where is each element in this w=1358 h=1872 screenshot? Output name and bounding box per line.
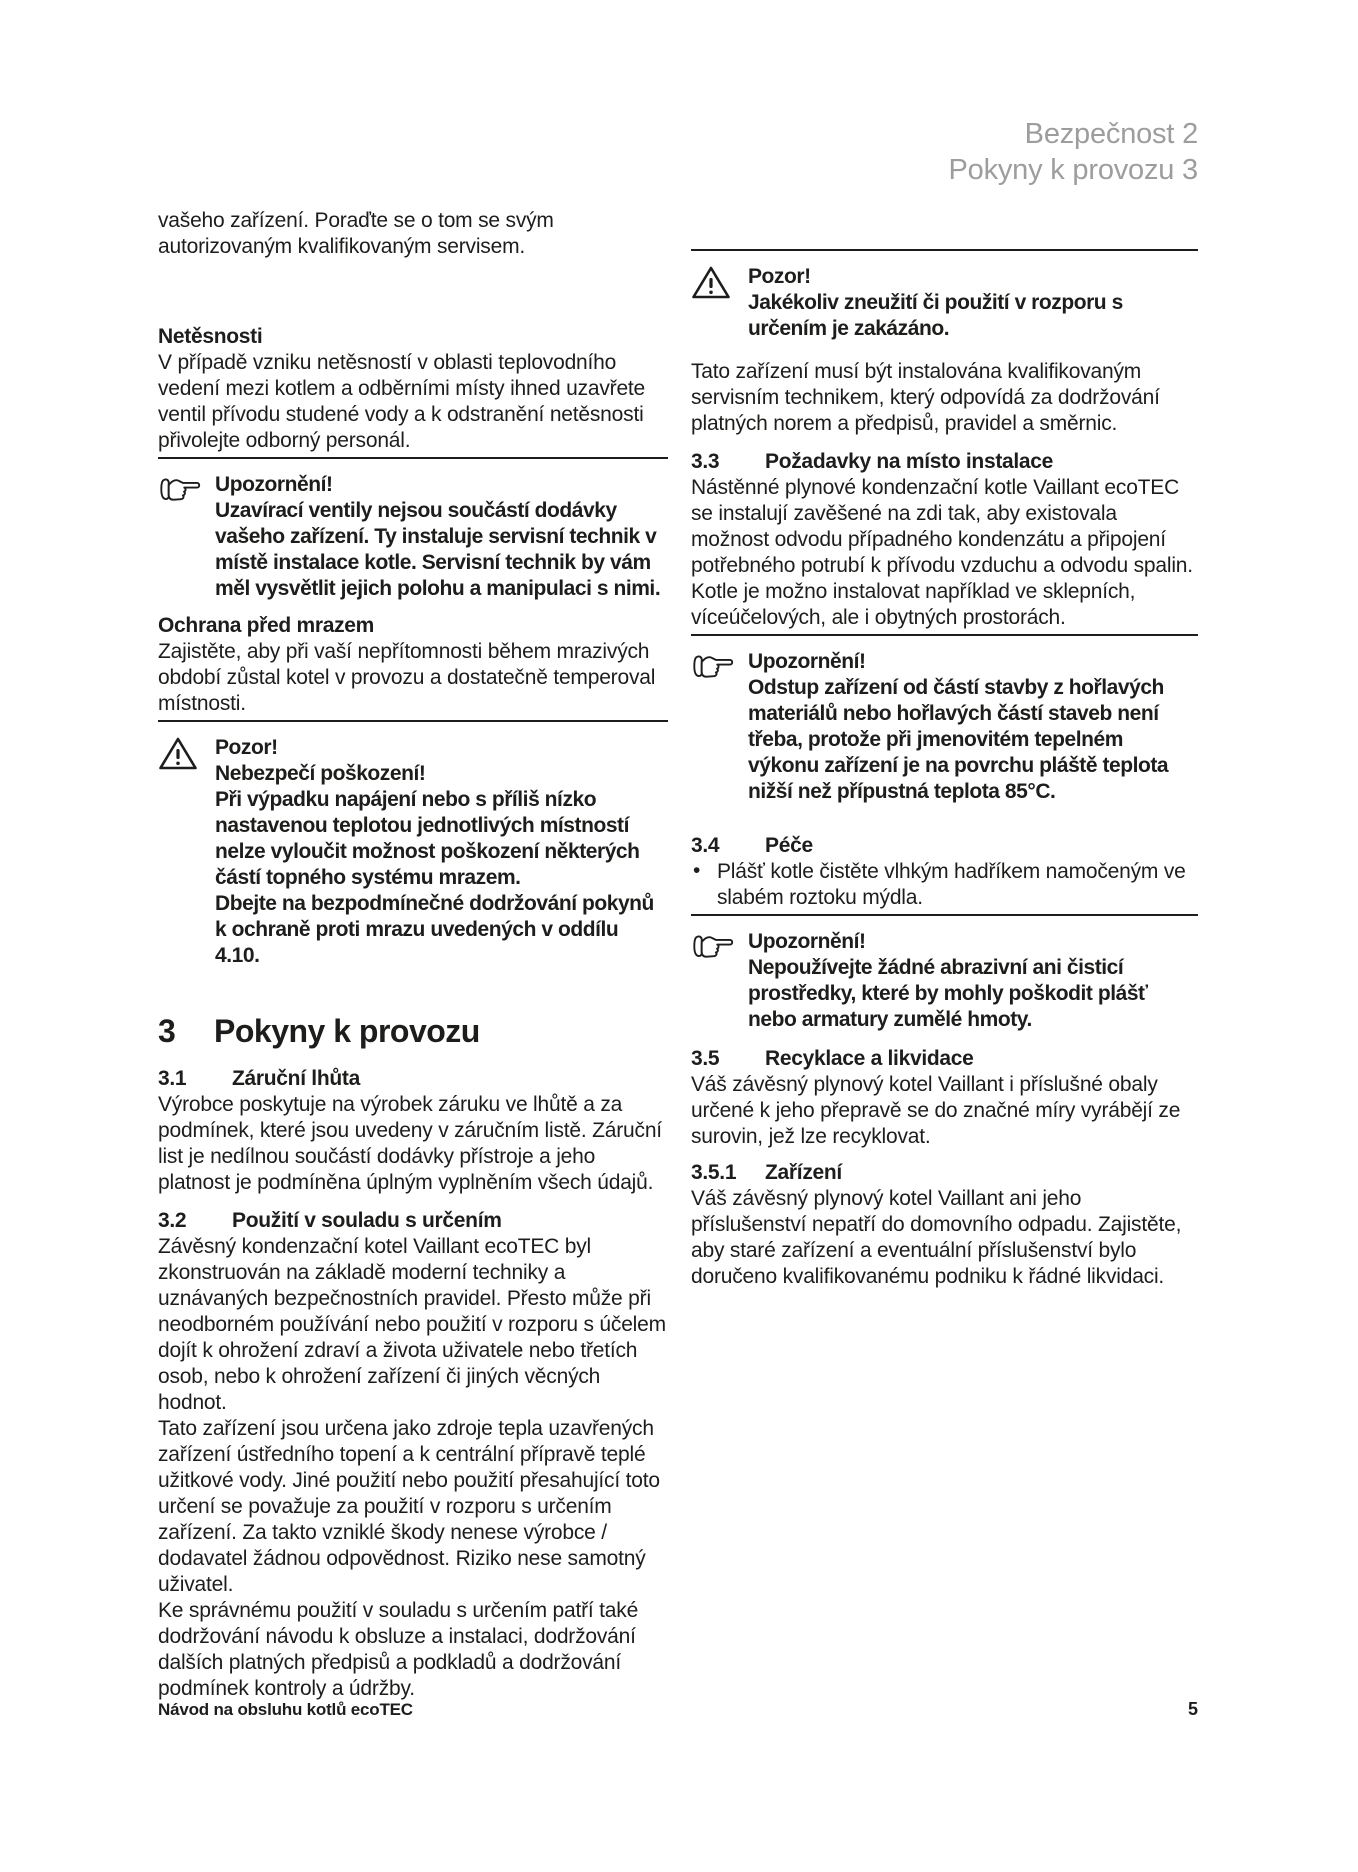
pointing-hand-icon <box>691 650 735 682</box>
warning-triangle-icon <box>691 265 731 300</box>
warning-title: Pozor! <box>748 265 811 288</box>
note-title: Upozornění! <box>748 930 866 953</box>
subsection-number: 3.1 <box>158 1067 187 1090</box>
subsection-heading-3-1 <box>158 1066 668 1092</box>
subsection-number: 3.3 <box>691 450 720 473</box>
subsection-title: Záruční lhůta <box>232 1067 360 1090</box>
warning-body <box>748 264 1198 342</box>
paragraph-intro-continued: vašeho zařízení. Poraďte se o tom se svým autorizovaným kvalifikovaným servisem. <box>158 209 554 258</box>
note-title: Upozornění! <box>748 650 866 673</box>
warning-text: Jakékoliv zneužití či použití v rozporu s určením je zakázáno. <box>748 291 1123 340</box>
right-column <box>691 208 1198 1290</box>
subsection-title: Péče <box>765 834 813 857</box>
paragraph-recycling: Váš závěsný plynový kotel Vaillant i příslušné obaly určené k jeho přepravě se do značné míry vyrábějí ze surovin, jež lze recyklovat. <box>691 1073 1181 1148</box>
subsection-heading-3-3 <box>691 449 1198 475</box>
warning-text: Dbejte na bezpodmínečné dodržování pokynů k ochraně proti mrazu uvedených v oddílu 4.10. <box>215 892 654 967</box>
paragraph-frost: Zajistěte, aby při vaší nepřítomnosti během mrazivých období zůstal kotel v provozu a dostatečně temperoval místnosti. <box>158 640 656 715</box>
subsection-heading-3-4 <box>691 833 1198 859</box>
paragraph-device-disposal: Váš závěsný plynový kotel Vaillant ani jeho příslušenství nepatří do domovního odpadu. Zajistěte, aby staré zařízení a eventuální příslušenství bylo doručeno kvalifikovanému podniku k řádné likvidaci. <box>691 1187 1182 1288</box>
subsection-title: Požadavky na místo instalace <box>765 450 1054 473</box>
warning-triangle-icon <box>158 736 198 771</box>
heading-frost-protection: Ochrana před mrazem <box>158 614 375 637</box>
pointing-hand-icon <box>691 930 735 962</box>
paragraph-leaks: V případě vzniku netěsností v oblasti teplovodního vedení mezi kotlem a odběrními místy ihned uzavřete ventil přívodu studené vody a k odstranění netěsnosti přivolejte odborný personál. <box>158 351 646 452</box>
subsection-title: Recyklace a likvidace <box>765 1047 974 1070</box>
subsection-heading-3-5 <box>691 1046 1198 1072</box>
paragraph-installation: Tato zařízení musí být instalována kvalifikovaným servisním technikem, který odpovídá za dodržování platných norem a předpisů, pravidel a směrnic. <box>691 360 1160 435</box>
running-header <box>949 116 1198 188</box>
warning-icon-cell <box>158 735 215 969</box>
warning-body <box>215 735 668 969</box>
paragraph-intended-use-1: Závěsný kondenzační kotel Vaillant ecoTEC byl zkonstruován na základě moderní techniky a uznávaných bezpečnostních pravidel. Přesto může při neodborném používání nebo použití v rozporu s účelem dojít k ohrožení zdraví a života uživatele nebo třetích osob, nebo k ohrožení zařízení či jiných věcných hodnot. <box>158 1235 666 1414</box>
footer-doc-title: Návod na obsluhu kotlů ecoTEC <box>158 1700 413 1719</box>
subsection-heading-3-2 <box>158 1208 668 1234</box>
subsection-number: 3.2 <box>158 1209 187 1232</box>
warning-subtitle: Nebezpečí poškození! <box>215 762 426 785</box>
note-box-valves <box>158 457 668 602</box>
warning-icon-cell <box>691 264 748 342</box>
paragraph-intended-use-2: Tato zařízení jsou určena jako zdroje tepla uzavřených zařízení ústředního topení a k centrální přípravě teplé užitkové vody. Jiné použití nebo použití přesahující toto určení se považuje za použití v rozporu s určením zařízení. Za takto vzniklé škody nenese výrobce / dodavatel žádnou odpovědnost. Riziko nese samotný uživatel. <box>158 1417 660 1596</box>
paragraph-installation-site-1: Nástěnné plynové kondenzační kotle Vaillant ecoTEC se instalují zavěšené na zdi tak, aby existovala možnost odvodu případného kondenzátu a připojení potřebného potrubí k přívodu vzduchu a odvodu spalin. <box>691 476 1193 577</box>
heading-leaks: Netěsnosti <box>158 325 263 348</box>
paragraph-installation-site-2: Kotle je možno instalovat například ve sklepních, víceúčelových, ale i obytných prostorách. <box>691 580 1136 629</box>
section-number: 3 <box>158 1013 176 1049</box>
note-title: Upozornění! <box>215 473 333 496</box>
note-box-cleaning <box>691 914 1198 1033</box>
note-text: Uzavírací ventily nejsou součástí dodávky vašeho zařízení. Ty instaluje servisní technik v místě instalace kotle. Servisní technik by vám měl vysvětlit jejich polohu a manipulaci s nimi. <box>215 499 661 600</box>
subsection-number: 3.4 <box>691 834 720 857</box>
paragraph-warranty: Výrobce poskytuje na výrobek záruku ve lhůtě a za podmínek, které jsou uvedeny v záručním listě. Záruční list je nedílnou součástí dodávky přístroje a jeho platnost je podmíněna úplným vyplněním všech údajů. <box>158 1093 662 1194</box>
warning-text: Při výpadku napájení nebo s příliš nízko nastavenou teplotou jednotlivých místností nelze vyloučit možnost poškození některých částí topného systému mrazem. <box>215 788 640 889</box>
subsection-number: 3.5.1 <box>691 1161 737 1184</box>
section-heading-3 <box>158 1011 668 1051</box>
section-title: Pokyny k provozu <box>214 1013 480 1049</box>
footer-page-number: 5 <box>1187 1699 1198 1719</box>
subsection-title: Zařízení <box>765 1161 842 1184</box>
note-text: Nepoužívejte žádné abrazivní ani čisticí prostředky, které by mohly poškodit plášť nebo armatury zumělé hmoty. <box>748 956 1148 1031</box>
subsection-title: Použití v souladu s určením <box>232 1209 502 1232</box>
warning-title: Pozor! <box>215 736 278 759</box>
note-body <box>748 929 1198 1033</box>
bullet-item-cleaning: • Plášť kotle čistěte vlhkým hadříkem namočeným ve slabém roztoku mýdla. <box>691 859 1198 911</box>
note-icon-cell <box>158 472 215 602</box>
paragraph-intended-use-3: Ke správnému použití v souladu s určením patří také dodržování návodu k obsluze a instalaci, dodržování dalších platných předpisů a podkladů a dodržování podmínek kontroly a údržby. <box>158 1599 639 1700</box>
subsection-number: 3.5 <box>691 1047 720 1070</box>
header-line-operation: Pokyny k provozu 3 <box>948 154 1198 186</box>
subsection-heading-3-5-1 <box>691 1160 1198 1186</box>
note-box-distance <box>691 634 1198 805</box>
warning-box-misuse <box>691 249 1198 342</box>
warning-box-damage <box>158 720 668 969</box>
pointing-hand-icon <box>158 473 202 505</box>
header-line-safety: Bezpečnost 2 <box>1024 118 1198 150</box>
note-icon-cell <box>691 649 748 805</box>
note-text: Odstup zařízení od částí stavby z hořlavých materiálů nebo hořlavých částí staveb není třeba, protože při jmenovitém tepelném výkonu zařízení je na povrchu pláště teplota nižší než přípustná teplota 85°C. <box>748 676 1169 803</box>
note-body <box>748 649 1198 805</box>
note-icon-cell <box>691 929 748 1033</box>
left-column <box>158 208 668 1702</box>
note-body <box>215 472 668 602</box>
